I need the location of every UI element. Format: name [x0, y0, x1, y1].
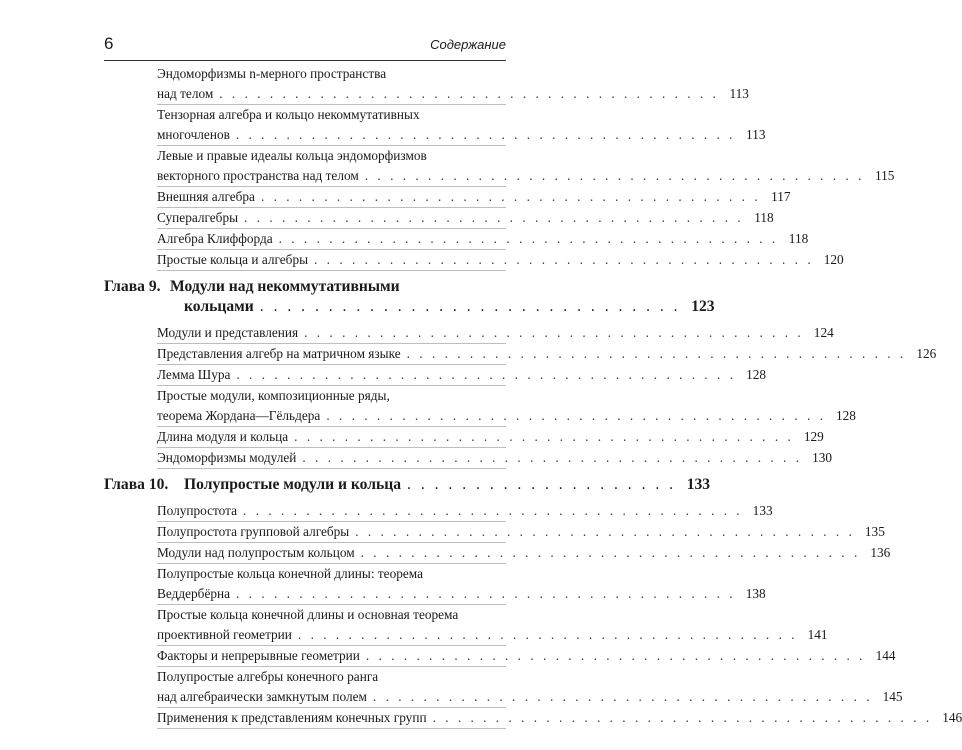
running-title: Содержание — [430, 37, 506, 52]
dot-leader: . . . . . . . . . . . . . . . . . . . . . . . . . . . . . . . . . . . . . . . . — [236, 367, 737, 382]
toc-entry[interactable] — [104, 667, 903, 707]
dot-leader: . . . . . . . . . . . . . . . . . . . . . . . . . . . . . . . . . . . . . . . . — [432, 710, 933, 725]
dot-leader: . . . . . . . . . . . . . . . . . . . . . . . . . . . . . . . . . . . . . . . . — [372, 689, 873, 704]
toc-entry[interactable] — [104, 208, 774, 228]
toc-entry-title: Тензорная алгебра и кольцо некоммутативных — [157, 107, 420, 122]
dot-leader: . . . . . . . . . . . . . . . . . . . . . . . . . . . . . . . . . . . . . . . . — [406, 346, 907, 361]
toc-entry-page: 130 — [812, 450, 833, 465]
toc-entry[interactable] — [104, 646, 896, 666]
chapter-title: Полупростые модули и кольца — [184, 476, 402, 493]
toc-entry[interactable] — [104, 323, 834, 343]
toc-entry-page: 144 — [875, 648, 896, 663]
toc-entry-title: теорема Жордана—Гёльдера — [157, 408, 321, 423]
dot-leader: . . . . . . . . . . . . . . . . . . . . . . . . . . . . . . . . . . . . . . . . — [278, 231, 779, 246]
toc-entry-page: 135 — [864, 524, 885, 539]
dot-leader: . . . . . . . . . . . . . . . . . . . . . . . . . . . . . . . — [259, 298, 681, 315]
toc-entry-title: многочленов — [157, 127, 230, 142]
chapter-page: 123 — [691, 298, 715, 315]
toc-entry-page: 141 — [807, 627, 828, 642]
chapter-title: Модули над некоммутативными — [170, 278, 400, 295]
toc-entry-title: Полупростота групповой алгебры — [157, 524, 350, 539]
toc-entry-title: Внешняя алгебра — [157, 189, 255, 204]
toc-entry[interactable] — [104, 386, 856, 426]
toc-entry[interactable] — [104, 605, 828, 645]
toc-section-chapter-10 — [104, 501, 962, 728]
toc-entry-title: Лемма Шура — [157, 367, 231, 382]
toc-entry-title: проективной геометрии — [157, 627, 292, 642]
toc-entry[interactable] — [104, 448, 833, 468]
toc-entry[interactable] — [104, 708, 962, 728]
toc-entry-page: 126 — [916, 346, 937, 361]
toc-entry-title: Полупростые алгебры конечного ранга — [157, 669, 379, 684]
toc-entry-title: векторного пространства над телом — [157, 168, 359, 183]
toc-entry-title: Простые кольца и алгебры — [157, 252, 309, 267]
toc-entry[interactable] — [104, 427, 824, 447]
chapter-label: Глава 9. — [104, 278, 161, 295]
dot-leader: . . . . . . . . . . . . . . . . . . . . . . . . . . . . . . . . . . . . . . . . — [355, 524, 855, 539]
toc-entry[interactable] — [104, 501, 773, 521]
toc-entry[interactable] — [104, 250, 844, 270]
toc-entry-page: 120 — [823, 252, 844, 267]
toc-section-chapter-9 — [104, 323, 937, 468]
toc-entry[interactable] — [104, 522, 885, 542]
toc-entry[interactable] — [104, 146, 895, 186]
toc-entry-title: Модули над полупростым кольцом — [157, 545, 355, 560]
toc-entry-title: Полупростые кольца конечной длины: теорема — [157, 566, 424, 581]
toc-entry-title: Представления алгебр на матричном языке — [157, 346, 401, 361]
dot-leader: . . . . . . . . . . . . . . . . . . . . . . . . . . . . . . . . . . . . . . . . — [219, 86, 719, 101]
dot-leader: . . . . . . . . . . . . . . . . . . . . . . . . . . . . . . . . . . . . . . . . — [360, 545, 861, 560]
toc-entry-title: Левые и правые идеалы кольца эндоморфизмов — [157, 148, 427, 163]
dot-leader: . . . . . . . . . . . . . . . . . . . . — [407, 476, 677, 493]
toc-entry-title: Алгебра Клиффорда — [157, 231, 273, 246]
toc-entry[interactable] — [104, 105, 766, 145]
toc-entry-page: 124 — [813, 325, 834, 340]
toc-entry-page: 146 — [942, 710, 962, 725]
toc-entry-page: 118 — [788, 231, 809, 246]
toc-section-chapter-8-tail — [104, 64, 895, 270]
dot-leader: . . . . . . . . . . . . . . . . . . . . . . . . . . . . . . . . . . . . . . . . — [244, 210, 744, 225]
toc-entry-page: 118 — [754, 210, 774, 225]
toc-entry-page: 128 — [835, 408, 856, 423]
dot-leader: . . . . . . . . . . . . . . . . . . . . . . . . . . . . . . . . . . . . . . . . — [236, 586, 736, 601]
dot-leader: . . . . . . . . . . . . . . . . . . . . . . . . . . . . . . . . . . . . . . . . — [365, 648, 866, 663]
dot-leader: . . . . . . . . . . . . . . . . . . . . . . . . . . . . . . . . . . . . . . . . — [364, 168, 865, 183]
toc-entry-page: 145 — [882, 689, 903, 704]
toc-entry[interactable] — [104, 365, 767, 385]
toc-entry-title: Факторы и непрерывные геометрии — [157, 648, 360, 663]
toc-entry-title: над алгебраически замкнутым полем — [157, 689, 367, 704]
toc-entry-title: Модули и представления — [157, 325, 299, 340]
toc-entry[interactable] — [104, 543, 891, 563]
toc-entry-title: Простые модули, композиционные ряды, — [157, 388, 390, 403]
page-number: 6 — [104, 34, 114, 53]
dot-leader: . . . . . . . . . . . . . . . . . . . . . . . . . . . . . . . . . . . . . . . . — [314, 252, 814, 267]
toc-entry-title: Эндоморфизмы n-мерного пространства — [157, 66, 387, 81]
toc-entry-page: 117 — [771, 189, 791, 204]
toc-entry-title: Супералгебры — [157, 210, 239, 225]
toc-entry[interactable] — [104, 229, 809, 249]
page-header — [104, 34, 506, 61]
toc-entry-page: 133 — [752, 503, 773, 518]
chapter-10-heading[interactable] — [104, 475, 711, 495]
chapter-title-cont: кольцами — [184, 298, 254, 315]
toc-entry-title: Применения к представлениям конечных групп — [157, 710, 427, 725]
table-of-contents — [104, 64, 962, 729]
toc-entry-title: Длина модуля и кольца — [157, 429, 289, 444]
toc-entry-page: 113 — [729, 86, 749, 101]
toc-entry[interactable] — [104, 187, 791, 207]
dot-leader: . . . . . . . . . . . . . . . . . . . . . . . . . . . . . . . . . . . . . . . . — [326, 408, 826, 423]
dot-leader: . . . . . . . . . . . . . . . . . . . . . . . . . . . . . . . . . . . . . . . . — [243, 503, 743, 518]
dot-leader: . . . . . . . . . . . . . . . . . . . . . . . . . . . . . . . . . . . . . . . . — [297, 627, 798, 642]
dot-leader: . . . . . . . . . . . . . . . . . . . . . . . . . . . . . . . . . . . . . . . . — [235, 127, 736, 142]
toc-entry-title: Веддербёрна — [157, 586, 231, 601]
toc-entry-title: Эндоморфизмы модулей — [157, 450, 297, 465]
toc-entry[interactable] — [104, 64, 749, 104]
dot-leader: . . . . . . . . . . . . . . . . . . . . . . . . . . . . . . . . . . . . . . . . — [260, 189, 761, 204]
dot-leader: . . . . . . . . . . . . . . . . . . . . . . . . . . . . . . . . . . . . . . . . — [304, 325, 804, 340]
toc-entry-page: 115 — [874, 168, 895, 183]
toc-entry-title: над телом — [157, 86, 214, 101]
toc-entry[interactable] — [104, 564, 766, 604]
chapter-9-heading[interactable] — [104, 277, 715, 317]
toc-entry-page: 129 — [803, 429, 824, 444]
toc-entry-title: Простые кольца конечной длины и основная теорема — [157, 607, 459, 622]
toc-entry-page: 113 — [746, 127, 766, 142]
dot-leader: . . . . . . . . . . . . . . . . . . . . . . . . . . . . . . . . . . . . . . . . — [294, 429, 794, 444]
dot-leader: . . . . . . . . . . . . . . . . . . . . . . . . . . . . . . . . . . . . . . . . — [302, 450, 803, 465]
chapter-label: Глава 10. — [104, 476, 169, 493]
chapter-page: 133 — [686, 476, 711, 493]
toc-entry-page: 128 — [746, 367, 767, 382]
toc-entry-title: Полупростота — [157, 503, 237, 518]
toc-entry-page: 136 — [870, 545, 891, 560]
toc-entry-page: 138 — [745, 586, 766, 601]
toc-entry[interactable] — [104, 344, 937, 364]
